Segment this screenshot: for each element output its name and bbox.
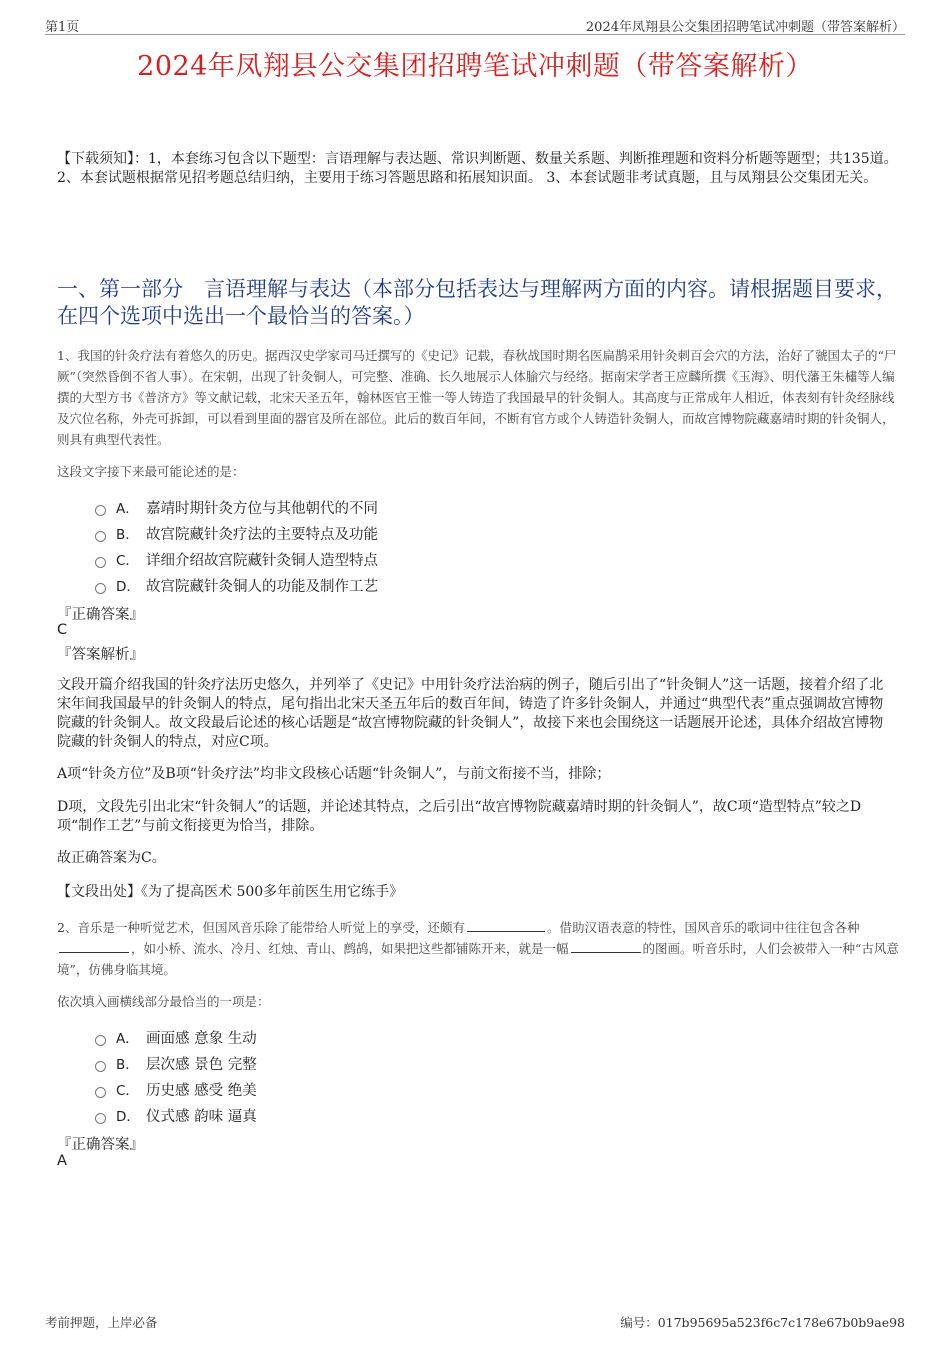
question-2-options bbox=[95, 1024, 257, 1128]
option-b[interactable]: B． 故宫院藏针灸疗法的主要特点及功能 bbox=[95, 520, 378, 546]
correct-answer-label: 『正确答案』 bbox=[57, 607, 144, 623]
correct-answer-label: 『正确答案』 bbox=[57, 1137, 144, 1153]
option-a[interactable]: A． 画面感 意象 生动 bbox=[95, 1024, 257, 1050]
text-source: 【文段出处】《为了提高医术 500多年前医生用它练手》 bbox=[57, 884, 404, 900]
analysis-paragraph: 文段开篇介绍我国的针灸疗法历史悠久，并列举了《史记》中用针灸疗法治病的例子，随后引出了“针灸铜人”这一话题，接着介绍了北宋年间我国最早的针灸铜人的特点，尾句指出北宋天圣五年后的数百年间，铸造了许多针灸铜人，并通过“典型代表”重点强调故宫博物院藏的针灸铜人。故文段最后论述的核心话题是“故宫博物院藏的针灸铜人”，故接下来也会围绕这一话题展开论述，具体介绍故宫博物院藏的针灸铜人的特点，对应C项。 bbox=[57, 677, 884, 750]
correct-answer: C bbox=[57, 622, 68, 638]
question-1-text: 1、我国的针灸疗法有着悠久的历史。据西汉史学家司马迁撰写的《史记》记载，春秋战国时期名医扁鹊采用针灸刺百会穴的方法，治好了虢国太子的“尸厥”（突然昏倒不省人事）。在宋朝，出现了针灸铜人，可完整、准确、长久地展示人体腧穴与经络。据南宋学者王应麟所撰《玉海》、明代藩王朱橚等人编撰的大型方书《普济方》等文献记载，北宋天圣五年，翰林医官王惟一等人铸造了我国最早的针灸铜人。其高度与正常成年人相近，体表刻有针灸经脉线及穴位名称，外壳可拆卸，可以看到里面的器官及所在部位。此后的数百年间，不断有官方或个人铸造针灸铜人，而故宫博物院藏嘉靖时期的针灸铜人，则具有典型代表性。 bbox=[57, 348, 897, 447]
radio-icon[interactable] bbox=[95, 1087, 106, 1098]
option-b[interactable]: B． 层次感 景色 完整 bbox=[95, 1050, 257, 1076]
analysis-paragraph: A项“针灸方位”及B项“针灸疗法”均非文段核心话题“针灸铜人”，与前文衔接不当，排除； bbox=[57, 766, 611, 782]
section-heading: 一、第一部分 言语理解与表达（本部分包括表达与理解两方面的内容。请根据题目要求，在四个选项中选出一个最恰当的答案。） bbox=[57, 277, 897, 328]
question-2-prompt: 依次填入画横线部分最恰当的一项是： bbox=[57, 994, 270, 1009]
option-a[interactable]: A． 嘉靖时期针灸方位与其他朝代的不同 bbox=[95, 494, 378, 520]
analysis-paragraph: D项，文段先引出北宋“针灸铜人”的话题，并论述其特点，之后引出“故宫博物院藏嘉靖时期的针灸铜人”，故C项“造型特点”较之D项“制作工艺”与前文衔接更为恰当，排除。 bbox=[57, 799, 862, 834]
download-notice: 【下载须知】：1，本套练习包含以下题型：言语理解与表达题、常识判断题、数量关系题、判断推理题和资料分析题等题型；共135道。 2、本套试题根据常见招考题总结归纳，主要用于练习答题思路和拓展知识面。 3、本套试题非考试真题，且与凤翔县公交集团无关。 bbox=[57, 151, 898, 186]
radio-icon[interactable] bbox=[95, 557, 106, 568]
question-1-prompt: 这段文字接下来最可能论述的是： bbox=[57, 464, 245, 479]
footer-slogan: 考前押题，上岸必备 bbox=[45, 1315, 158, 1330]
blank-line bbox=[571, 940, 641, 953]
page-number: 第1页 bbox=[45, 20, 80, 35]
radio-icon[interactable] bbox=[95, 1035, 106, 1046]
option-c[interactable]: C． 详细介绍故宫院藏针灸铜人造型特点 bbox=[95, 546, 378, 572]
blank-line bbox=[59, 940, 129, 953]
document-title: 2024年凤翔县公交集团招聘笔试冲刺题（带答案解析） bbox=[137, 51, 813, 82]
radio-icon[interactable] bbox=[95, 1113, 106, 1124]
analysis-label: 『答案解析』 bbox=[57, 647, 144, 663]
page-header bbox=[45, 14, 905, 35]
header-doc-title: 2024年凤翔县公交集团招聘笔试冲刺题（带答案解析） bbox=[585, 20, 905, 35]
radio-icon[interactable] bbox=[95, 505, 106, 516]
option-d[interactable]: D． 仪式感 韵味 逼真 bbox=[95, 1102, 257, 1128]
question-1-options bbox=[95, 494, 378, 598]
correct-answer: A bbox=[57, 1153, 67, 1169]
radio-icon[interactable] bbox=[95, 1061, 106, 1072]
radio-icon[interactable] bbox=[95, 583, 106, 594]
blank-line bbox=[467, 919, 545, 932]
document-id: 编号：017b95695a523f6c7c178e67b0b9ae98 bbox=[620, 1315, 905, 1330]
option-d[interactable]: D． 故宫院藏针灸铜人的功能及制作工艺 bbox=[95, 572, 378, 598]
option-c[interactable]: C． 历史感 感受 绝美 bbox=[95, 1076, 257, 1102]
question-2-text: 2、音乐是一种听觉艺术，但国风音乐除了能带给人听觉上的享受，还颇有 。借助汉语表意的特性，国风音乐的歌词中往往包含各种，如小桥、流水、冷月、红烛、青山、鹧鸪，如果把这些都铺陈开来，就是一幅 的图画。听音乐时，人们会被带入一种“古风意境”，仿佛身临其境。 bbox=[57, 920, 899, 977]
analysis-conclusion: 故正确答案为C。 bbox=[57, 850, 166, 866]
radio-icon[interactable] bbox=[95, 531, 106, 542]
